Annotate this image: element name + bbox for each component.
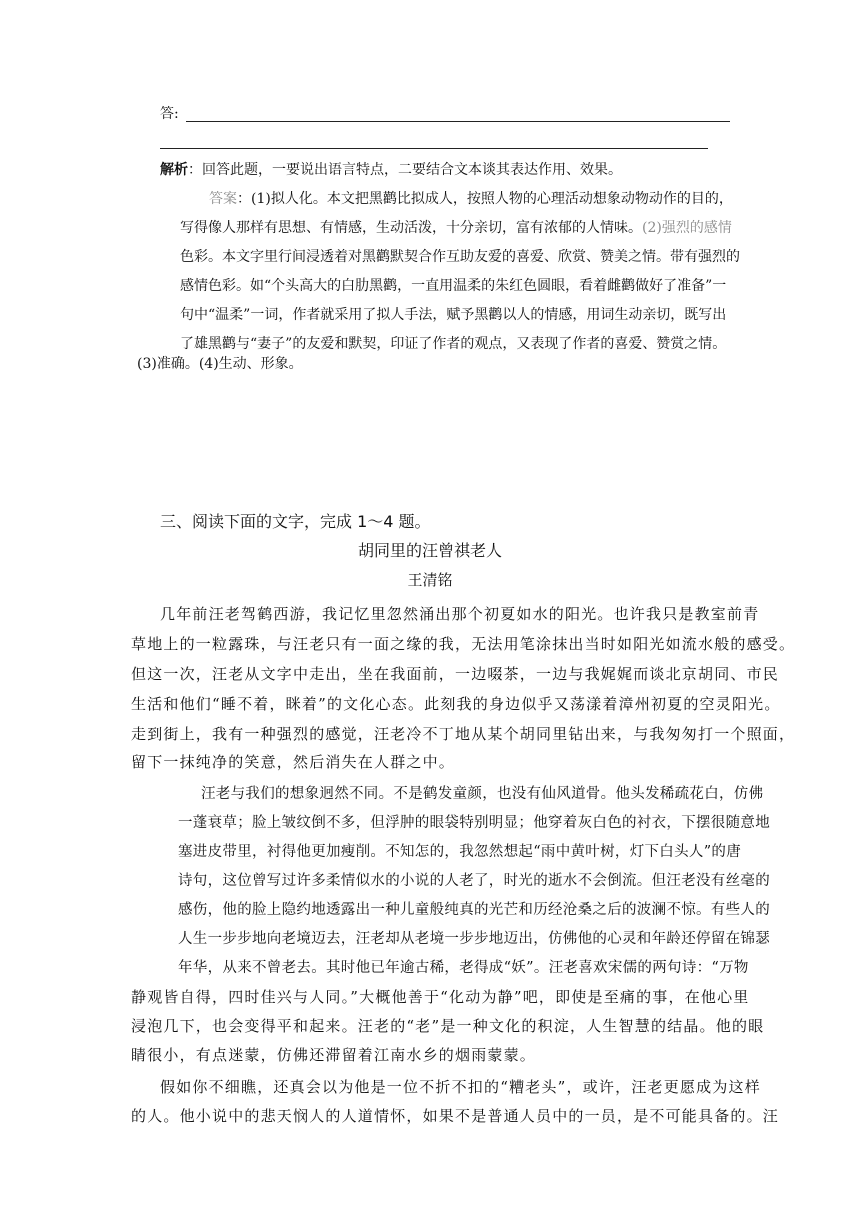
p1-line-3: 但这一次，汪老从文字中走出，坐在我面前，一边啜茶，一边与我娓娓而谈北京胡同、市民: [131, 665, 780, 683]
answer-blank-line-2: [160, 148, 708, 149]
answer-label: 答:: [160, 106, 179, 122]
key-text-2: 写得像人那样有思想、有情感，生动活泼，十分亲切，富有浓郁的人情味。: [180, 220, 642, 236]
article-title: 胡同里的汪曾祺老人: [357, 541, 502, 560]
analysis-text: ：回答此题，一要说出语言特点，二要结合文本谈其表达作用、效果。: [188, 162, 622, 178]
article-author: 王清铭: [407, 571, 453, 589]
p2-line-10: 睛很小，有点迷蒙，仿佛还滞留着江南水乡的烟雨蒙蒙。: [131, 1046, 537, 1064]
p2-line-4: 诗句，这位曾写过许多柔情似水的小说的人老了，时光的逝水不会倒流。但汪老没有丝毫的: [178, 873, 770, 889]
p2-line-7: 年华，从来不曾老去。其时他已年逾古稀，老得成“妖”。汪老喜欢宋儒的两句诗：“万物: [178, 960, 749, 976]
p2-line-5: 感伤，他的脸上隐约地透露出一种儿童般纯真的光芒和历经沧桑之后的波澜不惊。有些人的: [178, 902, 770, 918]
p2-line-2: 一蓬衰草；脸上皱纹倒不多，但浮肿的眼袋特别明显；他穿着灰白色的衬衣，下摆很随意地: [178, 815, 770, 831]
key-label: 答案: [209, 191, 237, 207]
key-text-1: ：(1)拟人化。本文把黑鹳比拟成人，按照人物的心理活动想象动物动作的目的，: [237, 191, 733, 207]
key-text-2-suffix: (2)强烈的感情: [642, 220, 732, 236]
key-line-7: (3)准确。(4)生动、形象。: [137, 356, 303, 372]
p3-line-1: 假如你不细瞧，还真会以为他是一位不折不扣的“糟老头”，或许，汪老更愿成为这样: [160, 1078, 761, 1096]
p1-line-6: 留下一抹纯净的笑意，然后消失在人群之中。: [131, 753, 456, 771]
analysis-line: [160, 160, 622, 180]
p2-line-1: 汪老与我们的想象迥然不同。不是鹤发童颜，也没有仙风道骨。他头发稀疏花白，仿佛: [201, 786, 764, 802]
p2-line-3: 塞进皮带里，衬得他更加瘦削。不知怎的，我忽然想起“雨中黄叶树，灯下白头人”的唐: [178, 844, 742, 860]
p2-line-6: 人生一步步地向老境迈去，汪老却从老境一步步地迈出，仿佛他的心灵和年龄还停留在锦瑟: [178, 931, 770, 947]
p1-line-1: 几年前汪老驾鹤西游，我记忆里忽然涌出那个初夏如水的阳光。也许我只是教室前青: [160, 605, 760, 623]
key-line-1: [209, 189, 733, 209]
analysis-label: 解析: [160, 162, 188, 178]
key-line-3: 色彩。本文字里行间浸透着对黑鹳默契合作互助友爱的喜爱、欣赏、赞美之情。带有强烈的: [180, 249, 740, 265]
answer-blank-line-1: [186, 121, 730, 122]
p1-line-2: 草地上的一粒露珠，与汪老只有一面之缘的我，无法用笔涂抹出当时如阳光如流水般的感受。: [131, 635, 796, 653]
p1-line-4: 生活和他们“睡不着，眯着”的文化心态。此刻我的身边似乎又荡漾着漳州初夏的空灵阳光。: [131, 695, 781, 713]
p2-line-8: 静观皆自得，四时佳兴与人同。”大概他善于“化动为静”吧，即使是至痛的事，在他心里: [131, 988, 750, 1006]
section-heading: 三、阅读下面的文字，完成 1～4 题。: [160, 512, 431, 531]
p1-line-5: 走到街上，我有一种强烈的感觉，汪老冷不丁地从某个胡同里钻出来，与我匆匆打一个照面，: [131, 725, 796, 743]
key-line-4: 感情色彩。如“个头高大的白肋黑鹳，一直用温柔的朱红色圆眼，看着雌鹳做好了准备”一: [180, 278, 727, 294]
key-line-5: 句中“温柔”一词，作者就采用了拟人手法，赋予黑鹳以人的情感，用词生动亲切，既写出: [180, 307, 727, 323]
key-line-6: 了雄黑鹳与“妻子”的友爱和默契，印证了作者的观点，又表现了作者的喜爱、赞赏之情。: [180, 336, 727, 352]
p3-line-2: 的人。他小说中的悲天悯人的人道情怀，如果不是普通人员中的一员，是不可能具备的。汪: [131, 1107, 780, 1125]
key-line-2: [180, 218, 732, 238]
p2-line-9: 浸泡几下，也会变得平和起来。汪老的“老”是一种文化的积淀，人生智慧的结晶。他的眼: [131, 1017, 765, 1035]
